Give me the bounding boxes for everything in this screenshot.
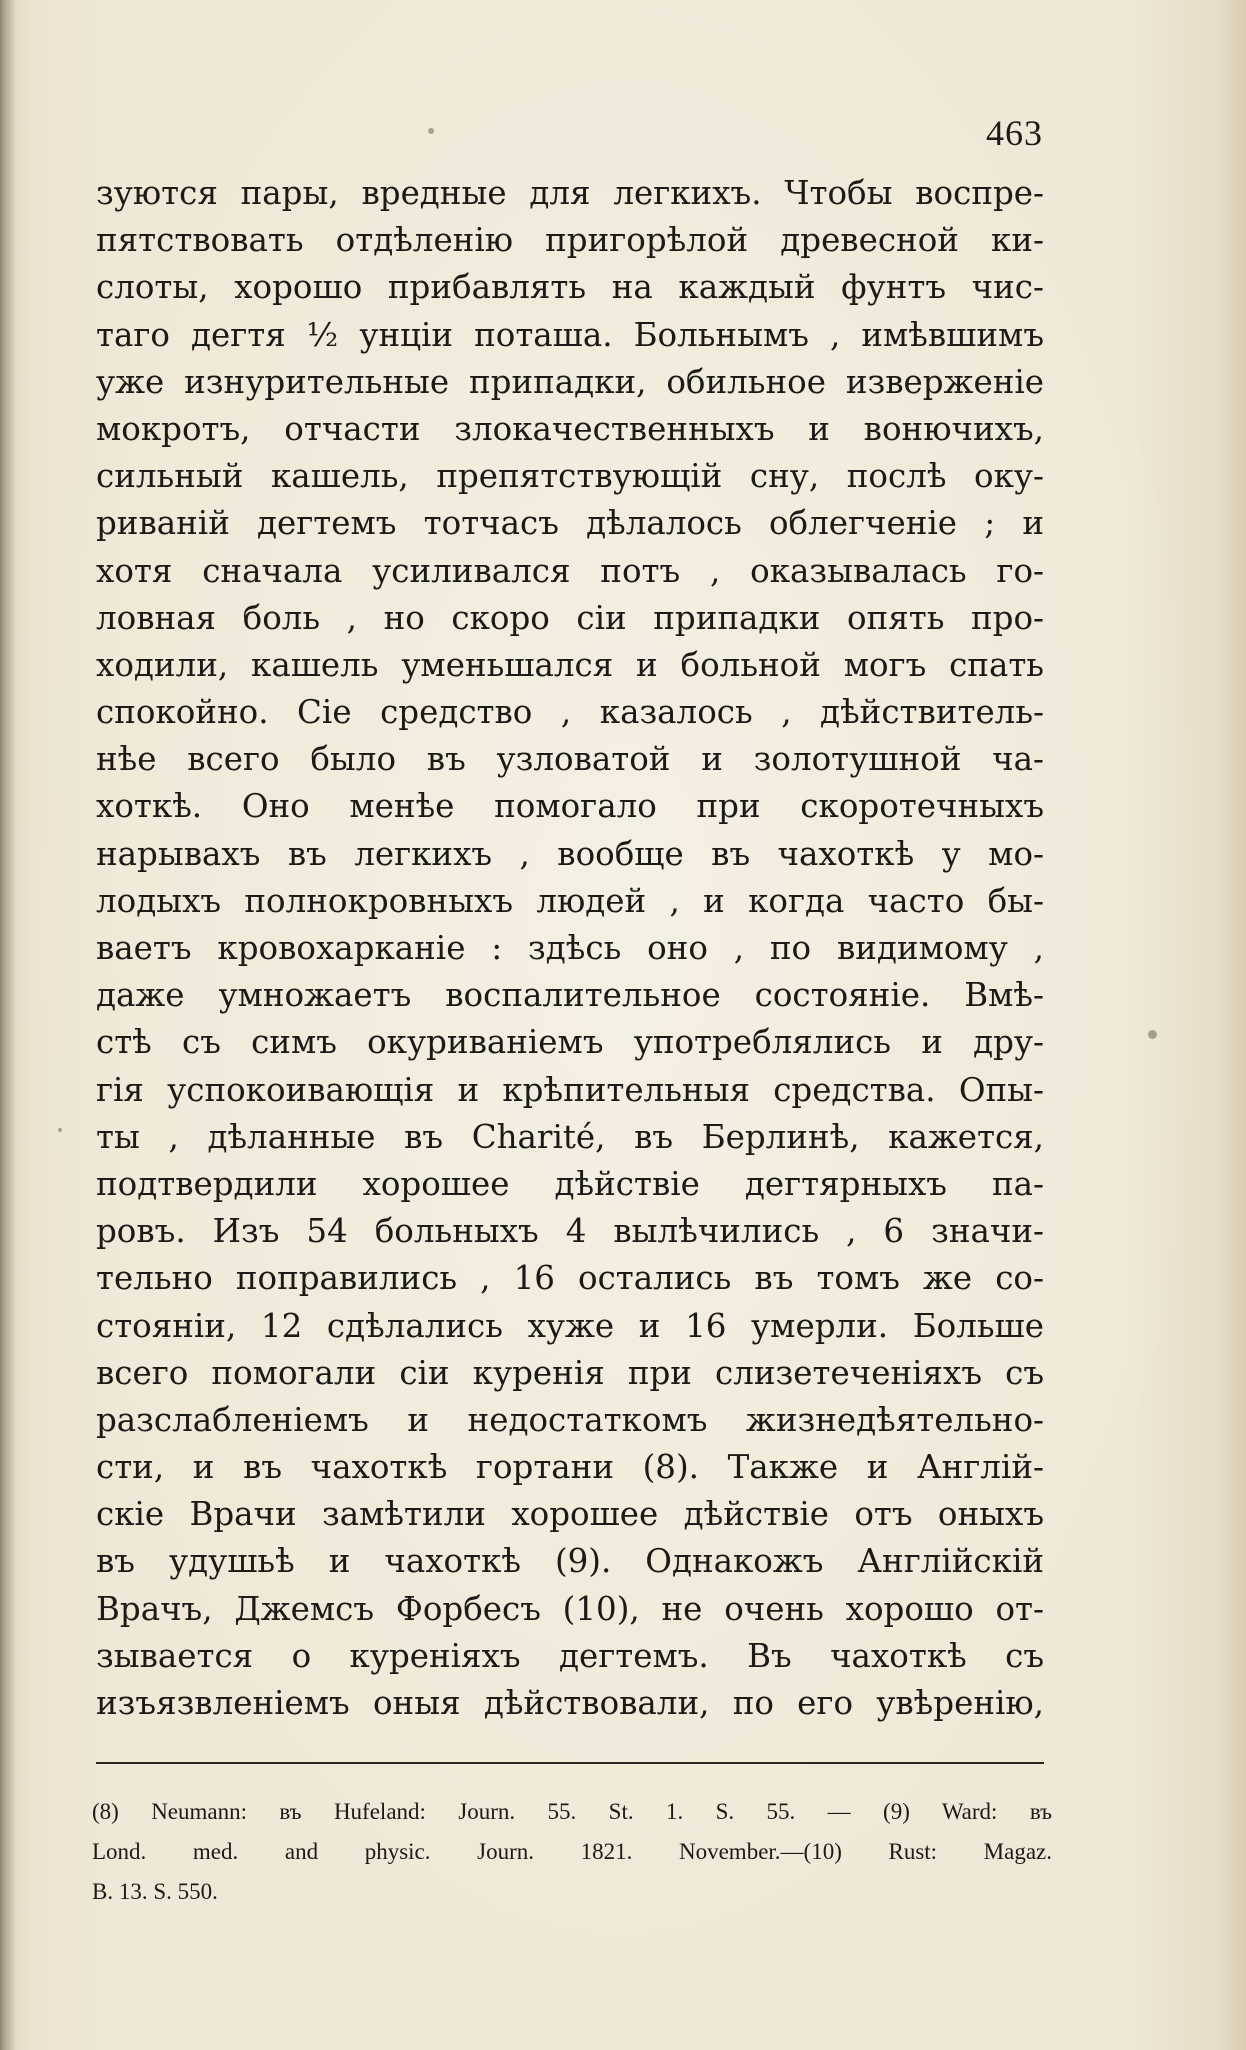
text-line: всего помогали сіи куренія при слизетеченіяхъ съ	[96, 1353, 1044, 1392]
body-text	[96, 170, 1044, 1727]
footnotes	[92, 1792, 1052, 1912]
text-line: зуются пары, вредные для легкихъ. Чтобы воспре-	[96, 174, 1044, 212]
paper-speck	[428, 128, 434, 134]
text-line: лодыхъ полнокровныхъ людей , и когда часто бы-	[96, 881, 1044, 920]
text-line: нѣе всего было въ узловатой и золотушной ча-	[96, 740, 1044, 779]
text-line: въ удушьѣ и чахоткѣ (9). Однакожъ Англійскій	[96, 1542, 1044, 1581]
paper-speck	[58, 1128, 62, 1132]
paper-speck	[1148, 1030, 1157, 1039]
text-line: риваній дегтемъ тотчасъ дѣлалось облегченіе ; и	[96, 504, 1044, 543]
text-line: уже изнурительные припадки, обильное изверженіе	[96, 362, 1044, 401]
text-line: Врачъ, Джемсъ Форбесъ (10), не очень хорошо от-	[96, 1589, 1044, 1628]
text-line: спокойно. Сіе средство , казалось , дѣйствитель-	[96, 693, 1044, 732]
text-line: хотя сначала усиливался потъ , оказывалась го-	[96, 551, 1044, 590]
text-line: ловная боль , но скоро сіи припадки опять про-	[96, 598, 1044, 637]
footnote-rule	[96, 1762, 1044, 1764]
text-line: хоткѣ. Оно менѣе помогало при скоротечныхъ	[96, 787, 1044, 826]
text-line: таго дегтя ½ унціи поташа. Больнымъ , имѣвшимъ	[96, 315, 1044, 354]
text-line: ты , дѣланные въ Charité, въ Берлинѣ, кажется,	[96, 1117, 1044, 1156]
footnote-line: B. 13. S. 550.	[92, 1879, 218, 1904]
text-line: сильный кашель, препятствующій сну, послѣ оку-	[96, 457, 1044, 496]
page-binding-edge	[0, 0, 16, 2050]
text-line: пятствовать отдѣленію пригорѣлой древесной ки-	[96, 221, 1044, 260]
text-line: гія успокоивающія и крѣпительныя средства. Опы-	[96, 1070, 1044, 1109]
footnote-line: (8) Neumann: въ Hufeland: Journ. 55. St. 1. S. 55. — (9) Ward: въ	[92, 1799, 1052, 1824]
text-line: зывается о куреніяхъ дегтемъ. Въ чахоткѣ съ	[96, 1636, 1044, 1675]
text-line: ходили, кашель уменьшался и больной могъ спать	[96, 645, 1044, 684]
text-line: разслабленіемъ и недостаткомъ жизнедѣятельно-	[96, 1400, 1044, 1439]
text-line: сти, и въ чахоткѣ гортани (8). Также и Англій-	[96, 1448, 1044, 1487]
text-line: даже умножаетъ воспалительное состояніе. Вмѣ-	[96, 976, 1044, 1015]
text-line: стояніи, 12 сдѣлались хуже и 16 умерли. Больше	[96, 1306, 1044, 1345]
text-line: нарывахъ въ легкихъ , вообще въ чахоткѣ у мо-	[96, 834, 1044, 873]
text-line: стѣ съ симъ окуриваніемъ употреблялись и дру-	[96, 1023, 1044, 1062]
text-line: скіе Врачи замѣтили хорошее дѣйствіе отъ оныхъ	[96, 1495, 1044, 1534]
text-line: ровъ. Изъ 54 больныхъ 4 вылѣчились , 6 значи-	[96, 1212, 1044, 1251]
text-line: изъязвленіемъ оныя дѣйствовали, по его увѣренію,	[96, 1684, 1044, 1722]
text-line: мокротъ, отчасти злокачественныхъ и вонючихъ,	[96, 409, 1044, 448]
text-line: подтвердили хорошее дѣйствіе дегтярныхъ па-	[96, 1164, 1044, 1203]
text-line: слоты, хорошо прибавлять на каждый фунтъ чис-	[96, 268, 1044, 307]
footnote-line: Lond. med. and physic. Journ. 1821. November.—(10) Rust: Magaz.	[92, 1839, 1052, 1864]
text-line: ваетъ кровохарканіе : здѣсь оно , по видимому ,	[96, 929, 1044, 967]
page-number: 463	[986, 113, 1043, 153]
text-line: тельно поправились , 16 остались въ томъ же со-	[96, 1259, 1044, 1298]
